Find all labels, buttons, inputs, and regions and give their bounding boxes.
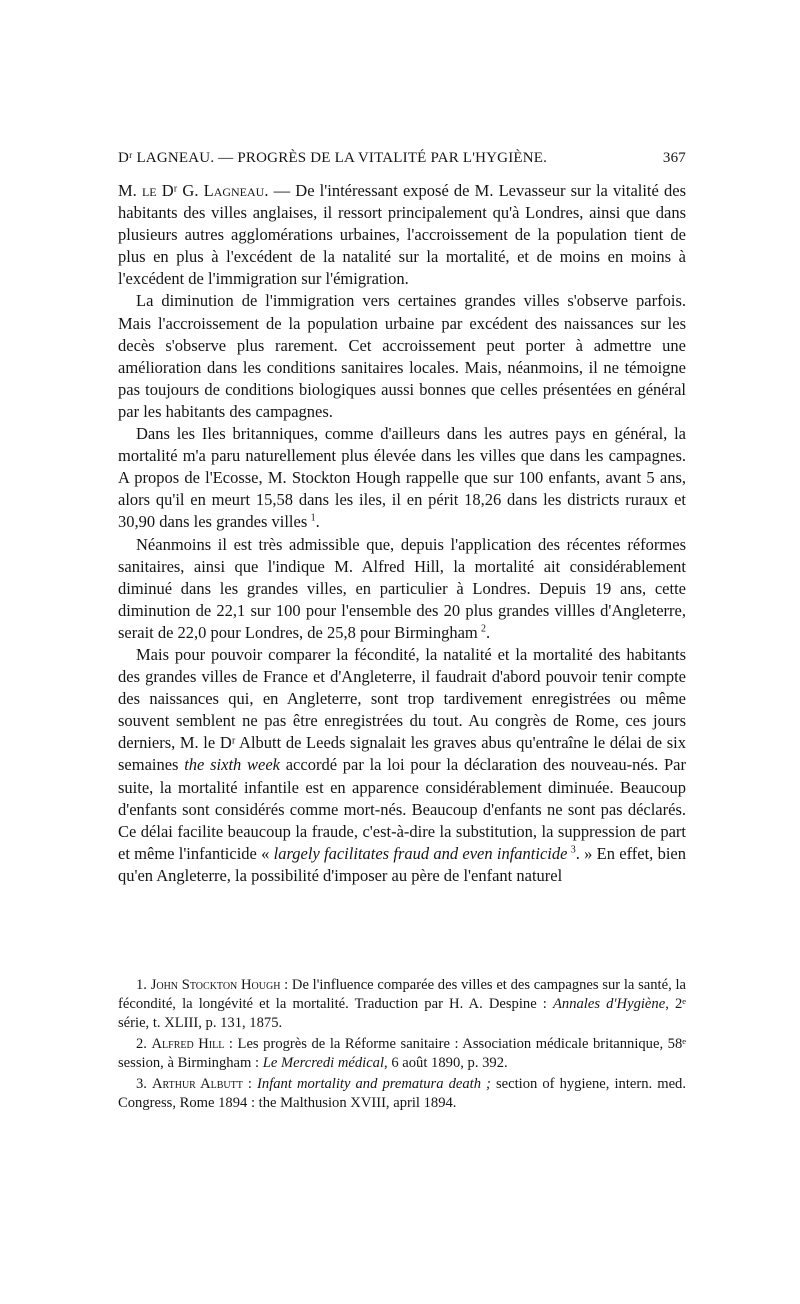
page-number: 367: [662, 150, 686, 166]
footnote-tail: , 2ᵉ série, t. XLIII, p. 131, 1875.: [118, 996, 686, 1031]
paragraph-3: [118, 423, 686, 533]
footnote-tail: section of hygiene, intern. med. Congress, Rome 1894 : the Malthusion XVIII, april 1894.: [118, 1076, 686, 1111]
speaker-name: M. le Dʳ G. Lagneau.: [118, 181, 269, 200]
paragraph-5: [118, 644, 686, 887]
footnote-1: [118, 976, 686, 1033]
footnote-ref-3: 3: [570, 844, 576, 856]
footnote-author: Alfred Hill: [151, 1036, 225, 1052]
paragraph-3-tail: .: [315, 512, 320, 532]
footnote-number: 1.: [136, 977, 147, 993]
paragraph-5-text-c: . » En effet, bien qu'en Angleterre, la possibilité d'imposer au père de l'enfant naturel: [118, 843, 686, 885]
paragraph-4-text: Néanmoins il est très admissible que, depuis l'application des récentes réformes sanitaires, ainsi que l'indique M. Alfred Hill, la mortalité ait considérablement diminué dans les grandes villes, en particulier à Londres. Depuis 19 ans, cette diminution de 22,1 sur 100 pour l'ensemble des 20 plus grandes villles d'Angleterre, serait de 22,0 pour Londres, de 25,8 pour Birmingham: [118, 534, 686, 642]
paragraph-4: [118, 534, 686, 644]
footnote-journal: Le Mercredi médical: [262, 1055, 385, 1071]
italic-english-quote: largely facilitates fraud and even infanticide: [273, 843, 568, 863]
footnote-ref-2: 2: [481, 623, 487, 635]
footnote-author: Arthur Albutt: [152, 1076, 243, 1092]
footnote-ref-1: 1: [310, 512, 316, 524]
footnote-number: 3.: [136, 1076, 147, 1092]
italic-english-phrase: the sixth week: [184, 755, 280, 775]
running-header: [118, 150, 686, 172]
footnote-journal: Infant mortality and prematura death ;: [257, 1076, 491, 1092]
running-title: Dʳ LAGNEAU. — PROGRÈS DE LA VITALITÉ PAR L'HYGIÈNE.: [118, 150, 548, 166]
footnote-tail: , 6 août 1890, p. 392.: [384, 1055, 508, 1071]
footnote-2: [118, 1035, 686, 1073]
paragraph-4-tail: .: [486, 622, 491, 642]
paragraph-5-text-b: accordé par la loi pour la déclaration des nouveau-nés. Par suite, la mortalité infantile est en apparence considérablement diminuée. Beaucoup d'enfants sont considérés comme mort-nés. Beaucoup d'enfants ne sont pas déclarés. Ce délai facilite beaucoup la fraude, c'est-à-dire la substitution, la suppression de part et même l'infanticide «: [118, 755, 686, 863]
paragraph-1: [118, 180, 686, 290]
paragraph-3-text: Dans les Iles britanniques, comme d'ailleurs dans les autres pays en général, la mortalité m'a paru naturellement plus élevée dans les villes que dans les campagnes. A propos de l'Ecosse, M. Stockton Hough rappelle que sur 100 enfants, avant 5 ans, alors qu'il en meurt 15,58 dans les iles, il en périt 18,26 dans les districts ruraux et 30,90 dans les grandes villes: [118, 424, 686, 532]
paragraph-5-text-a: Mais pour pouvoir comparer la fécondité, la natalité et la mortalité des habitants des grandes villes de France et d'Angleterre, il faudrait d'abord pouvoir tenir compte des naissances qui, en Angleterre, sont trop tardivement enregistrées ou même souvent semblent ne pas être enregistrées du tout. Au congrès de Rome, ces jours derniers, M. le Dʳ Albutt de Leeds signalait les graves abus qu'entraîne le délai de six semaines: [118, 644, 686, 775]
footnote-text: :: [242, 1076, 258, 1092]
footnote-journal: Annales d'Hygiène: [553, 996, 666, 1012]
footnote-text: : De l'influence comparée des villes et des campagnes sur la santé, la fécondité, la longévité et la mortalité. Traduction par H. A. Despine :: [118, 977, 686, 1012]
paragraph-1-text: — De l'intéressant exposé de M. Levasseur sur la vitalité des habitants des villes anglaises, il ressort principalement qu'à Londres, ainsi que dans plusieurs autres agglomérations urbaines, l'accroissement de la population tient de plus en plus à l'excédent de la natalité sur la mortalité, et de moins en moins à l'excédent de l'immigration sur l'émigration.: [118, 181, 686, 289]
main-text: [118, 180, 686, 887]
footnote-number: 2.: [136, 1036, 147, 1052]
footnote-3: [118, 1075, 686, 1113]
footnotes: [118, 976, 686, 1113]
paragraph-2: La diminution de l'immigration vers certaines grandes villes s'observe parfois. Mais l'accroissement de la population urbaine par excédent des naissances sur les decès s'observe plus rarement. Cet accroissement peut porter à admettre une amélioration dans les conditions sanitaires locales. Mais, néanmoins, il ne témoigne pas toujours de conditions biologiques aussi bonnes que celles présentées en général par les habitants des campagnes.: [118, 291, 686, 421]
footnote-author: John Stockton Hough: [150, 977, 281, 993]
footnote-text: : Les progrès de la Réforme sanitaire : Association médicale britannique, 58ᵉ session, à Birmingham :: [118, 1036, 686, 1071]
